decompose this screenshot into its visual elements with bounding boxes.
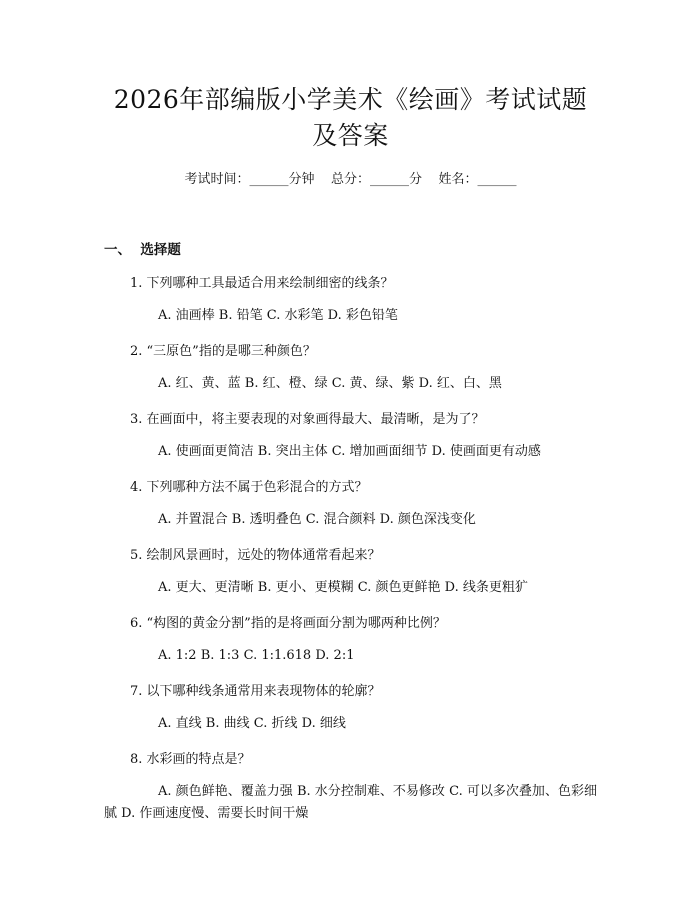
question-item — [104, 547, 597, 599]
question-item — [104, 751, 597, 825]
question-options: A. 更大、更清晰 B. 更小、更模糊 C. 颜色更鲜艳 D. 线条更粗犷 — [158, 580, 528, 595]
question-stem: 2. “三原色”指的是哪三种颜色？ — [130, 344, 316, 359]
question-stem: 6. “构图的黄金分割”指的是将画面分割为哪两种比例？ — [130, 616, 446, 631]
question-item — [104, 479, 597, 531]
question-stem: 1. 下列哪种工具最适合用来绘制细密的线条？ — [130, 276, 394, 291]
question-stem: 7. 以下哪种线条通常用来表现物体的轮廓？ — [130, 684, 381, 699]
question-item — [104, 275, 597, 327]
question-item — [104, 615, 597, 667]
question-options: A. 使画面更简洁 B. 突出主体 C. 增加画面细节 D. 使画面更有动感 — [158, 444, 541, 459]
question-options: A. 红、黄、蓝 B. 红、橙、绿 C. 黄、绿、紫 D. 红、白、黑 — [158, 376, 502, 391]
question-stem: 5. 绘制风景画时，远处的物体通常看起来？ — [130, 548, 381, 563]
question-item — [104, 683, 597, 735]
question-options: A. 并置混合 B. 透明叠色 C. 混合颜料 D. 颜色深浅变化 — [158, 512, 476, 527]
exam-info-line: 考试时间：______分钟 总分：______分 姓名：______ — [184, 172, 517, 187]
question-stem: 3. 在画面中，将主要表现的对象画得最大、最清晰，是为了？ — [130, 412, 485, 427]
question-options: A. 1:2 B. 1:3 C. 1:1.618 D. 2:1 — [158, 648, 355, 663]
question-item — [104, 411, 597, 463]
question-item — [104, 343, 597, 395]
question-stem: 4. 下列哪种方法不属于色彩混合的方式？ — [130, 480, 368, 495]
page-title: 2026年部编版小学美术《绘画》考试试题及答案 — [113, 85, 588, 150]
question-options: A. 颜色鲜艳、覆盖力强 B. 水分控制难、不易修改 C. 可以多次叠加、色彩细腻 D. 作画速度慢、需要长时间干燥 — [104, 784, 597, 821]
question-options: A. 直线 B. 曲线 C. 折线 D. 细线 — [158, 716, 346, 731]
question-options: A. 油画棒 B. 铅笔 C. 水彩笔 D. 彩色铅笔 — [158, 308, 398, 323]
section-heading: 一、 选择题 — [104, 242, 181, 258]
question-stem: 8. 水彩画的特点是？ — [130, 752, 251, 767]
question-list — [104, 275, 597, 825]
